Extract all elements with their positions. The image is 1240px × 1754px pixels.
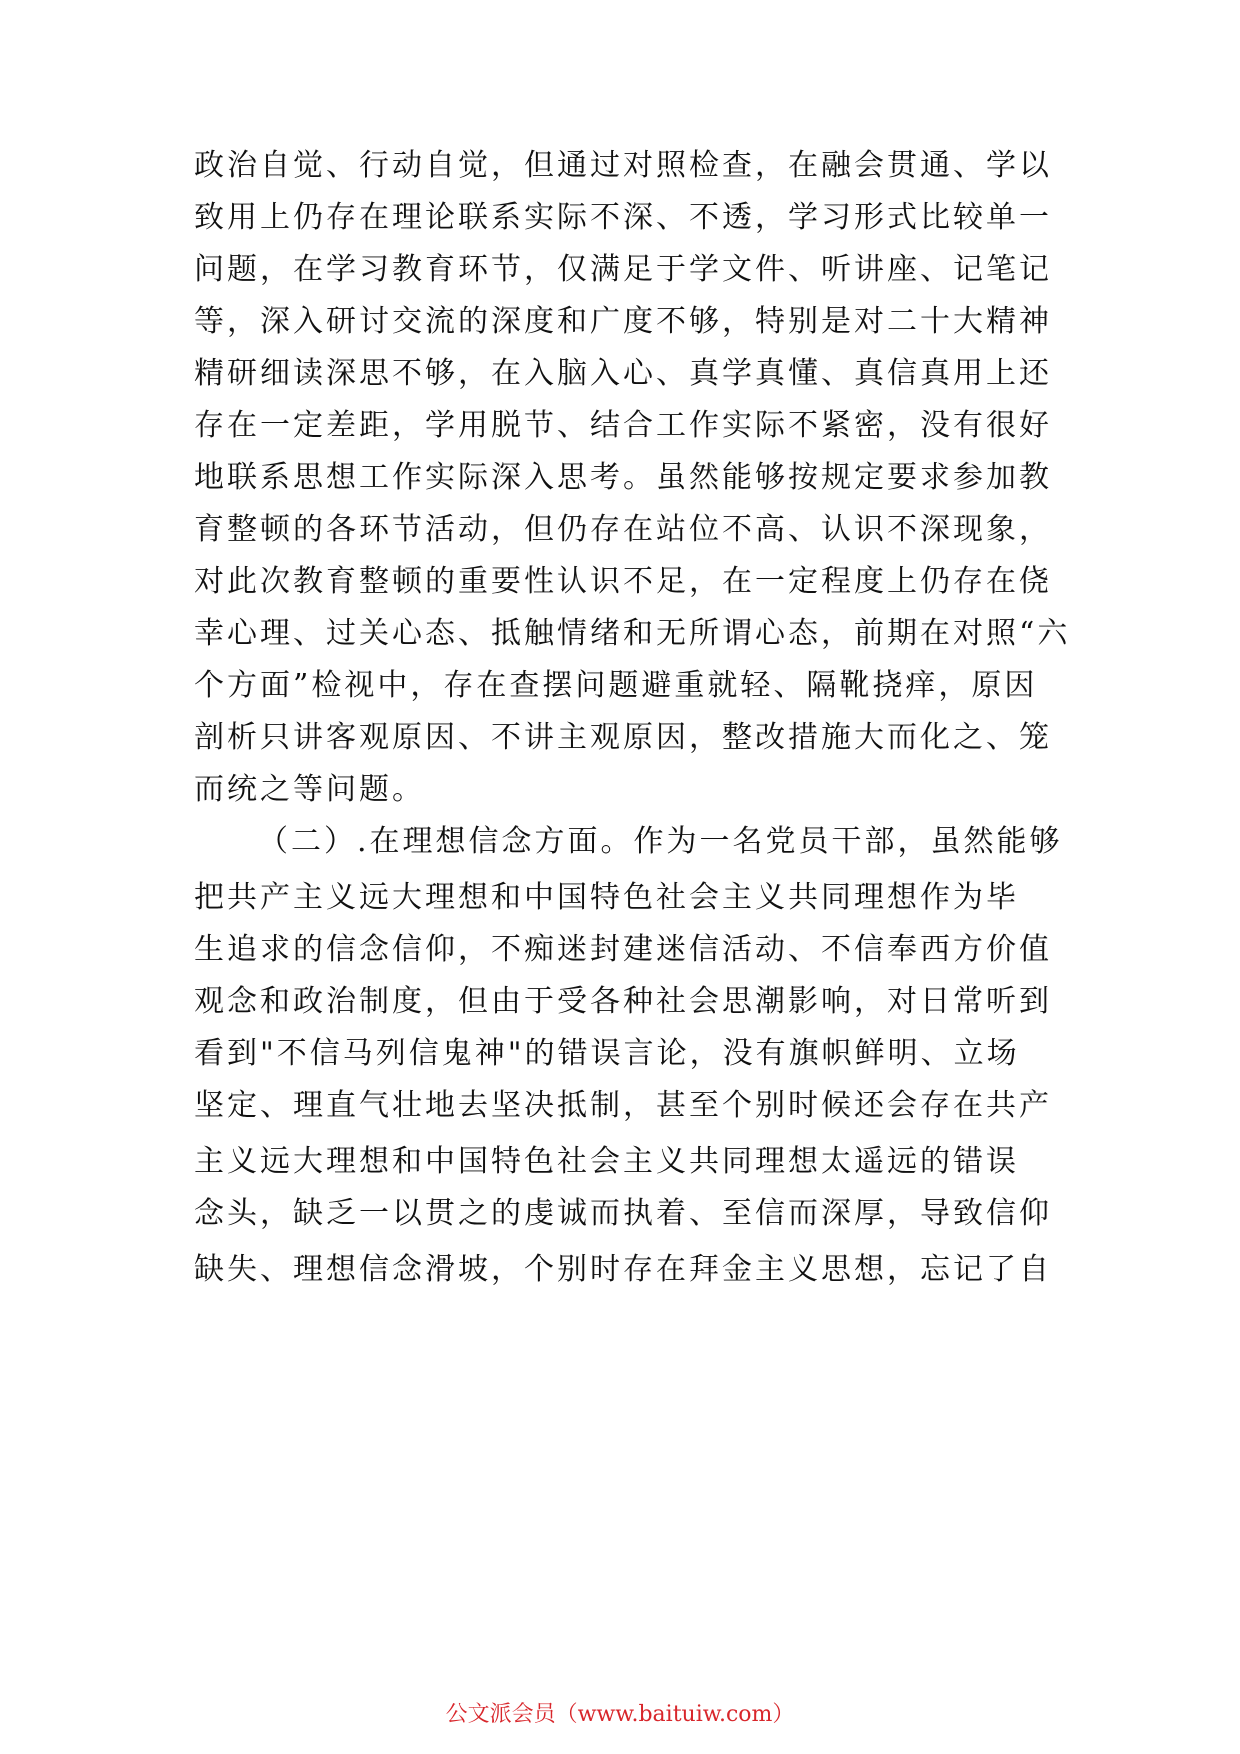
body-line: 把共产主义远大理想和中国特色社会主义共同理想作为毕 <box>194 880 1019 915</box>
footer-watermark-link[interactable]: 公文派会员（www.baituiw.com） <box>445 1702 795 1727</box>
body-line: 致用上仍存在理论联系实际不深、不透，学习形式比较单一 <box>194 200 1052 235</box>
body-line: 存在一定差距，学用脱节、结合工作实际不紧密，没有很好 <box>194 408 1052 443</box>
body-line: 对此次教育整顿的重要性认识不足，在一定程度上仍存在侥 <box>194 564 1052 599</box>
body-line: 个方面”检视中，存在查摆问题避重就轻、隔靴挠痒，原因 <box>194 668 1038 703</box>
body-line: 精研细读深思不够，在入脑入心、真学真懂、真信真用上还 <box>194 356 1052 391</box>
body-line: 地联系思想工作实际深入思考。虽然能够按规定要求参加教 <box>194 460 1052 495</box>
body-line: 缺失、理想信念滑坡，个别时存在拜金主义思想，忘记了自 <box>194 1252 1052 1287</box>
body-line: 而统之等问题。 <box>194 772 425 807</box>
section-heading-line: （二）.在理想信念方面。作为一名党员干部，虽然能够 <box>258 824 1063 859</box>
body-line: 等，深入研讨交流的深度和广度不够，特别是对二十大精神 <box>194 304 1052 339</box>
body-line: 政治自觉、行动自觉，但通过对照检查，在融会贯通、学以 <box>194 148 1052 183</box>
body-line: 幸心理、过关心态、抵触情绪和无所谓心态，前期在对照“六 <box>194 616 1071 651</box>
body-line: 问题，在学习教育环节，仅满足于学文件、听讲座、记笔记 <box>194 252 1052 287</box>
body-line: 看到"不信马列信鬼神"的错误言论，没有旗帜鲜明、立场 <box>194 1036 1020 1071</box>
body-line: 坚定、理直气壮地去坚决抵制，甚至个别时候还会存在共产 <box>194 1088 1052 1123</box>
body-line: 生追求的信念信仰，不痴迷封建迷信活动、不信奉西方价值 <box>194 932 1052 967</box>
body-line: 剖析只讲客观原因、不讲主观原因，整改措施大而化之、笼 <box>194 720 1052 755</box>
body-line: 育整顿的各环节活动，但仍存在站位不高、认识不深现象， <box>194 512 1052 547</box>
body-line: 念头，缺乏一以贯之的虔诚而执着、至信而深厚，导致信仰 <box>194 1196 1052 1231</box>
body-line: 主义远大理想和中国特色社会主义共同理想太遥远的错误 <box>194 1144 1019 1179</box>
body-line: 观念和政治制度，但由于受各种社会思潮影响，对日常听到 <box>194 984 1052 1019</box>
